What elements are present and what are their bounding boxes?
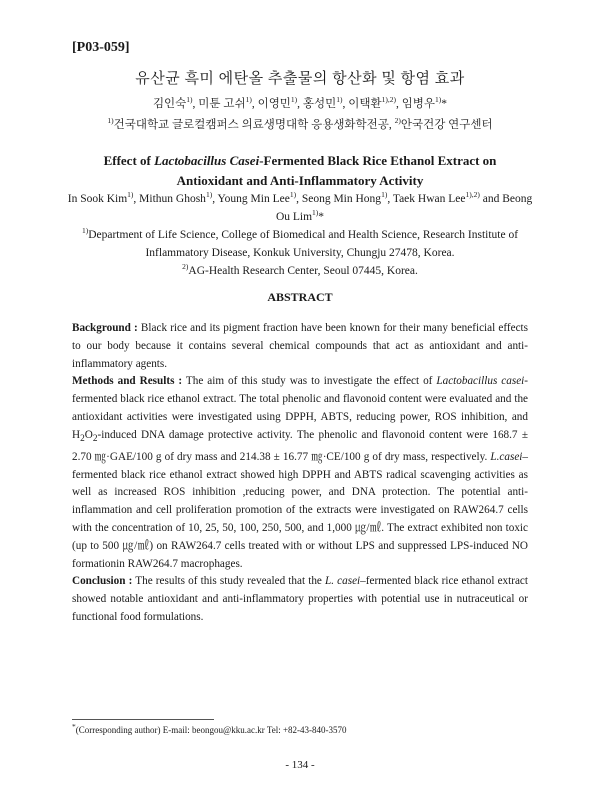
author-name: Seong Min Hong <box>301 193 382 205</box>
author-name: 이택환 <box>348 98 382 110</box>
species-name: Lactobacillus casei <box>436 375 525 388</box>
author-affil-mark: 1),2) <box>381 95 396 105</box>
korean-authors <box>0 95 600 111</box>
corresponding-mark: * <box>441 98 448 110</box>
affil-mark: 1) <box>81 226 89 236</box>
author-name: 김인숙 <box>152 98 187 110</box>
author-name: 임병우 <box>401 98 436 110</box>
section-text: The results of this study revealed that the <box>132 575 326 588</box>
affiliation-text: Department of Life Science, College of Biomedical and Health Science, Research Institute of Inflammatory Disease, Konkuk University, Chungju 27478, Korea. <box>88 229 519 259</box>
affiliation: 안국건강 연구센터 <box>400 119 493 131</box>
author-separator: , <box>192 98 199 110</box>
affiliation-text: AG-Health Research Center, Seoul 07445, Korea. <box>188 265 418 277</box>
author-name: Taek Hwan Lee <box>392 193 466 205</box>
abstract-methods <box>72 373 528 573</box>
author-affil-mark: 1) <box>127 190 134 200</box>
author-separator: , <box>387 193 393 205</box>
author-affil-mark: 1) <box>435 95 442 105</box>
author-separator: , <box>342 98 349 110</box>
species-name: L. casei <box>325 575 361 588</box>
footnote-divider <box>72 719 214 720</box>
author-separator: , <box>297 98 303 110</box>
affil-mark: 2) <box>394 116 401 126</box>
subscript: 2 <box>92 434 98 445</box>
abstract-conclusion <box>72 573 528 626</box>
author-affil-mark: 1) <box>245 95 252 105</box>
abstract-body <box>72 320 528 627</box>
section-text: –fermented black rice ethanol extract showed notable antioxidant and anti-inflammatory properties with potential use in nutraceutical or functional food formulations. <box>72 575 529 623</box>
author-affil-mark: 1),2) <box>465 190 480 200</box>
english-affiliations <box>60 226 540 280</box>
section-text: O <box>84 428 93 441</box>
section-label: Background : <box>72 322 138 334</box>
page-number: - 134 - <box>285 759 315 771</box>
affiliation: 건국대학교 글로컬캠퍼스 의료생명대학 응용생화학전공, <box>113 119 395 131</box>
author-separator: , <box>251 98 258 110</box>
author-name: In Sook Kim <box>67 193 128 205</box>
section-label: Methods and Results : <box>72 375 183 388</box>
species-name: L.casei <box>490 450 523 463</box>
abstract-background <box>72 320 528 373</box>
section-text: The aim of this study was to investigate the effect of <box>182 375 437 388</box>
affiliation-2 <box>60 262 540 280</box>
author-separator: , <box>133 193 140 205</box>
author-affil-mark: 1) <box>289 190 297 200</box>
abstract-heading: ABSTRACT <box>267 290 333 304</box>
author-name: Beong Ou Lim <box>275 193 533 223</box>
author-separator: , <box>296 193 302 205</box>
author-separator: and <box>479 193 503 205</box>
author-affil-mark: 1) <box>290 95 298 105</box>
subscript: 2 <box>80 434 85 445</box>
author-name: Mithun Ghosh <box>139 193 206 205</box>
author-name: 이영민 <box>257 98 291 110</box>
section-text: -induced DNA damage protective activity. The phenolic and flavonoid content were 168.7 ± 2.70 ㎎·GAE/100 g of dry mass and 214.38 ± 16.77 ㎎·CE/100 g of dry mass, respectively. <box>72 428 528 463</box>
section-text: -fermented black rice ethanol extract. The total phenolic and flavonoid content were evaluated and the antioxidant activities were investigated using DPPH, ABTS, reducing power, ROS inhibition, and H <box>72 375 528 441</box>
corresponding-mark: * <box>318 211 325 223</box>
footnote-text: (Corresponding author) E-mail: beongou@kku.ac.kr Tel: +82-43-840-3570 <box>75 725 347 735</box>
footnote-mark: * <box>72 722 76 731</box>
poster-code: [P03-059] <box>72 40 130 55</box>
author-affil-mark: 1) <box>381 190 388 200</box>
title-species: Lactobacillus Casei <box>154 153 260 168</box>
author-affil-mark: 1) <box>186 95 193 105</box>
section-text: Black rice and its pigment fraction have been known for their many beneficial effects to our body because it contains several chemical compounds that act as antioxidant and anti-inflammatory agents. <box>72 322 528 370</box>
author-affil-mark: 1) <box>336 95 343 105</box>
author-affil-mark: 1) <box>312 208 319 218</box>
english-title <box>60 151 540 191</box>
title-text: Effect of <box>103 153 155 168</box>
affil-mark: 2) <box>182 262 189 272</box>
footnote <box>72 722 347 735</box>
author-name: Young Min Lee <box>217 193 290 205</box>
korean-title: 유산균 흑미 에탄올 추출물의 항산화 및 항염 효과 <box>135 71 465 87</box>
author-affil-mark: 1) <box>205 190 213 200</box>
section-label: Conclusion : <box>72 575 133 588</box>
author-separator: , <box>395 98 402 110</box>
affiliation-1 <box>60 226 540 262</box>
author-name: 홍성민 <box>302 98 337 110</box>
english-authors <box>60 190 540 226</box>
section-text: –fermented black rice ethanol extract showed high DPPH and ABTS radical scavenging activities as well as increased ROS inhibition ,reducing power, and DNA protection. The potential anti-inflammation and cell proliferation promotion of the extracts were investigated on RAW264.7 cells with the concentration of 10, 25, 50, 100, 250, 500, and 1,000 ㎍/㎖. The extract exhibited non toxic (up to 500 ㎍/㎖) on RAW264.7 cells treated with or without LPS and suppressed LPS-induced NO formationin RAW264.7 macrophages. <box>72 450 528 570</box>
korean-affiliations <box>0 116 600 132</box>
title-text: Antioxidant and Anti-Inflammatory Activity <box>176 173 424 188</box>
affil-mark: 1) <box>107 116 114 126</box>
title-text: -Fermented Black Rice Ethanol Extract on <box>259 153 497 168</box>
author-name: 미툰 고쉬 <box>198 98 246 110</box>
author-separator: , <box>212 193 218 205</box>
